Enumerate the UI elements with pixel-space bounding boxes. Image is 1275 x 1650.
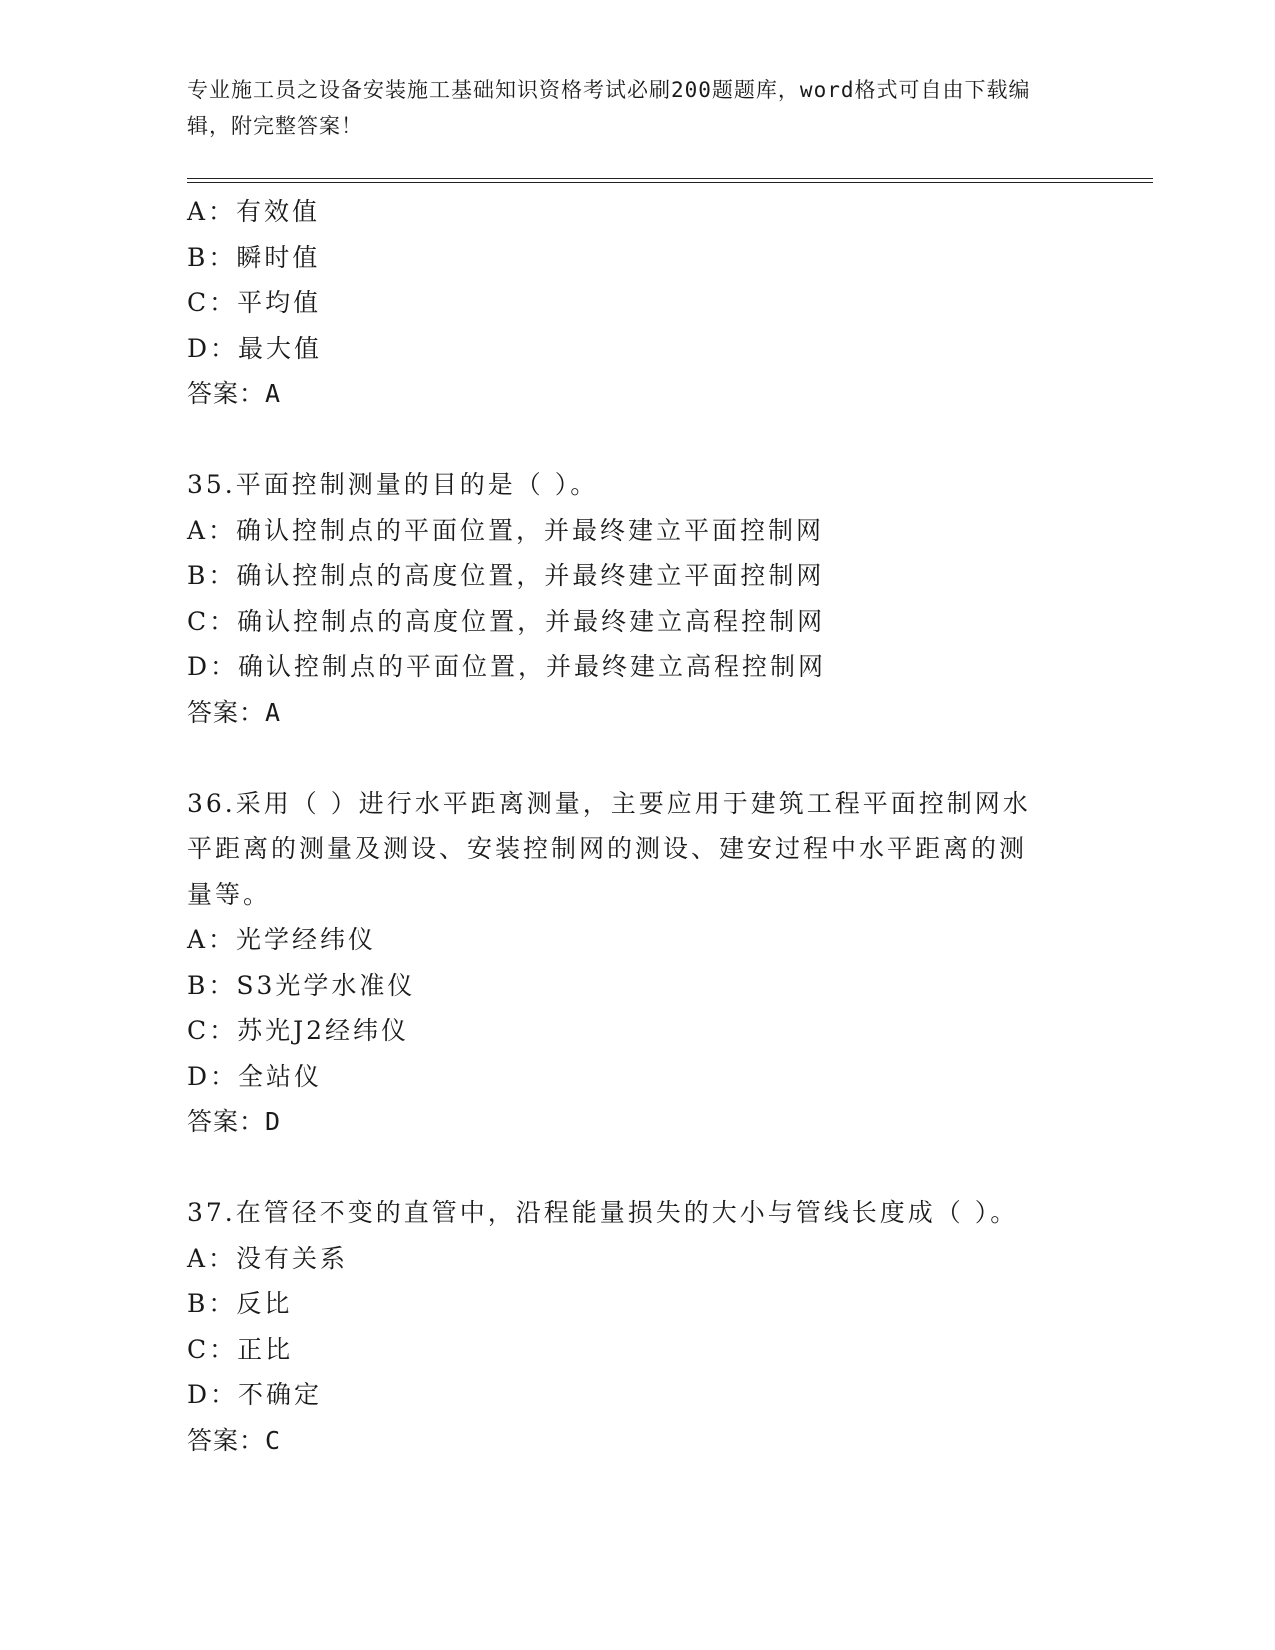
- option-b: B：反比: [187, 1289, 293, 1318]
- answer-line: [187, 1099, 1087, 1145]
- option-c: C：平均值: [187, 288, 322, 317]
- answer-value: A: [265, 697, 282, 727]
- option-a: A：光学经纬仪: [187, 925, 377, 954]
- answer-label: 答案：: [187, 697, 266, 727]
- question-34: [187, 189, 1087, 417]
- option-a: A：确认控制点的平面位置，并最终建立平面控制网: [187, 515, 825, 545]
- document-header: 专业施工员之设备安装施工基础知识资格考试必刷200题题库，word格式可自由下载编辑，附完整答案！: [187, 78, 1031, 138]
- option-d: D：确认控制点的平面位置，并最终建立高程控制网: [187, 652, 827, 681]
- question-text-line-1: 36.采用（ ）进行水平距离测量，主要应用于建筑工程平面控制网水: [187, 788, 1031, 818]
- answer-line: [187, 690, 1087, 736]
- question-36: [187, 781, 1087, 1145]
- option-a: A：有效值: [187, 197, 321, 226]
- option-c: C：苏光J2经纬仪: [187, 1016, 410, 1045]
- question-text: 37.在管径不变的直管中，沿程能量损失的大小与管线长度成（ ）。: [187, 1198, 1019, 1227]
- question-37: [187, 1190, 1087, 1463]
- answer-value: C: [265, 1425, 282, 1455]
- spacer: [187, 735, 1087, 781]
- question-text-line-3: 量等。: [187, 879, 272, 909]
- option-d: D：全站仪: [187, 1061, 323, 1091]
- question-text-line-2: 平距离的测量及测设、安装控制网的测设、建安过程中水平距离的测: [187, 834, 1028, 863]
- option-b: B：确认控制点的高度位置，并最终建立平面控制网: [187, 561, 825, 590]
- answer-label: 答案：: [187, 379, 266, 408]
- answer-value: D: [265, 1107, 282, 1136]
- answer-line: [187, 1418, 1087, 1464]
- answer-line: [187, 371, 1087, 417]
- answer-label: 答案：: [187, 1107, 266, 1136]
- answer-value: A: [265, 379, 282, 408]
- answer-label: 答案：: [187, 1425, 266, 1455]
- option-d: D：最大值: [187, 333, 323, 363]
- option-c: C：确认控制点的高度位置，并最终建立高程控制网: [187, 606, 826, 636]
- option-b: B：S3光学水准仪: [187, 970, 416, 1000]
- question-content: [187, 189, 1087, 1463]
- option-a: A：没有关系: [187, 1243, 349, 1273]
- option-c: C：正比: [187, 1334, 294, 1364]
- spacer: [187, 1145, 1087, 1191]
- header-divider-bottom: [187, 182, 1153, 183]
- option-b: B：瞬时值: [187, 242, 321, 272]
- option-d: D：不确定: [187, 1380, 323, 1409]
- spacer: [187, 417, 1087, 463]
- header-divider-top: [187, 178, 1153, 179]
- question-35: [187, 462, 1087, 735]
- question-text: 35.平面控制测量的目的是（ ）。: [187, 470, 599, 499]
